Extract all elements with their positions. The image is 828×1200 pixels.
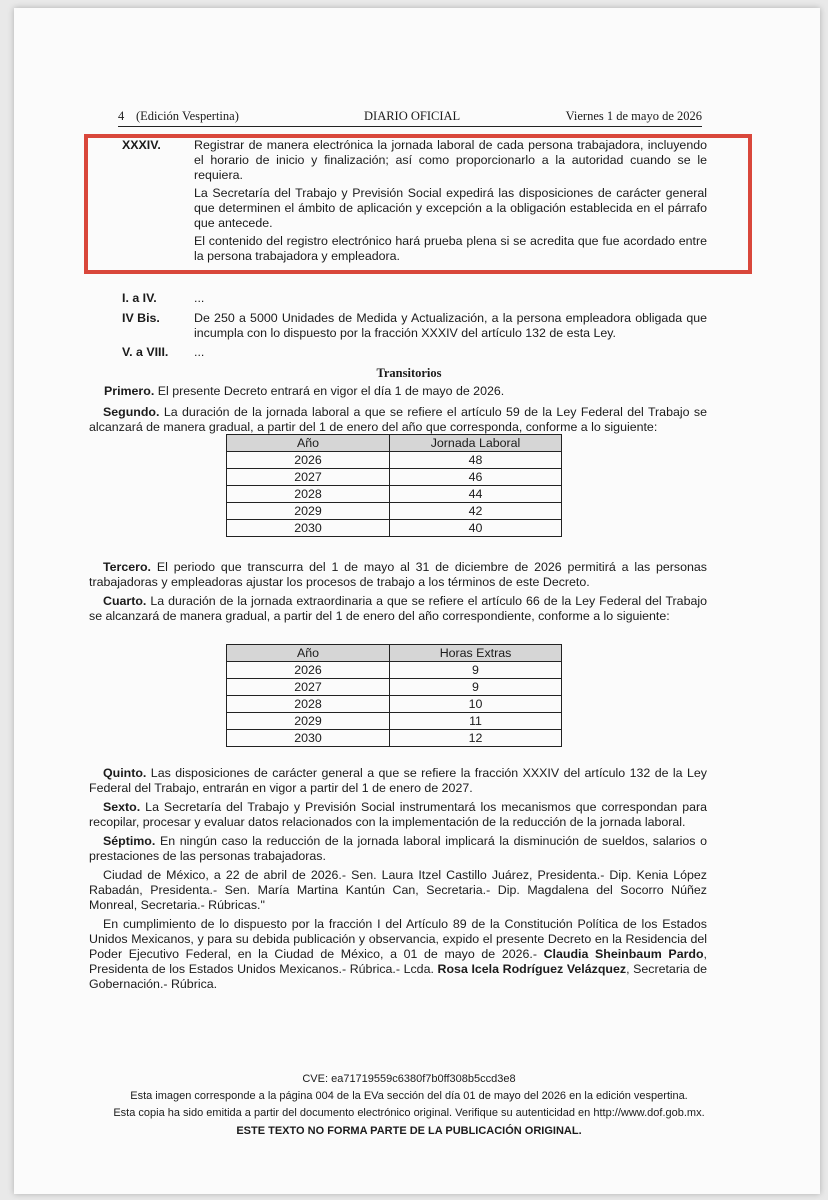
table-cell: 10 [390, 696, 562, 713]
table-row [227, 679, 562, 696]
table-cell: 2028 [227, 696, 390, 713]
fraction-text: ... [194, 291, 205, 305]
transitorio-tercero [89, 560, 707, 590]
president-name: Claudia Sheinbaum Pardo [543, 947, 704, 961]
table-row [227, 520, 562, 537]
transitorio-sexto [89, 800, 707, 830]
column-header: Horas Extras [390, 645, 562, 662]
document-page [14, 8, 820, 1194]
transitorio-quinto [89, 766, 707, 796]
table-cell: 48 [390, 452, 562, 469]
jornada-table [226, 434, 562, 537]
transitorio-label: Segundo. [103, 405, 160, 419]
table-row [227, 486, 562, 503]
fraction-text: De 250 a 5000 Unidades de Medida y Actualización, a la persona empleadora obligada que incumpla con lo dispuesto por la fracción XXXIV del artículo 132 de esta Ley. [194, 311, 707, 340]
order-text: En cumplimiento de lo dispuesto por la fracción I del Artículo 89 de la Constitución Política de los Estados Unidos Mexicanos, y para su debida publicación y observancia, expido el presente Decreto en la Residencia del Poder Ejecutivo Federal, en la Ciudad de México, a 01 de mayo de 2026.- [89, 917, 707, 961]
table-cell: 2029 [227, 503, 390, 520]
table-cell: 9 [390, 662, 562, 679]
table-header-row [227, 435, 562, 452]
fraction-label: V. a VIII. [122, 345, 169, 359]
table-cell: 2027 [227, 679, 390, 696]
transitorio-label: Sexto. [103, 800, 141, 814]
footer-cve: CVE: ea71719559c6380f7b0ff308b5ccd3e8 [302, 1073, 516, 1085]
publication-date: Viernes 1 de mayo de 2026 [565, 109, 702, 123]
fraction-xxxiv-paragraph-2: La Secretaría del Trabajo y Previsión Social expedirá las disposiciones de carácter general que determinen el ámbito de aplicación y excepción a la obligación establecida en el párrafo que antecede. [194, 186, 707, 230]
transitorio-text: La Secretaría del Trabajo y Previsión Social instrumentará los mecanismos que correspondan para recopilar, procesar y evaluar datos relacionados con la implementación de la reducción de la jornada laboral. [89, 800, 707, 829]
transitorio-text: En ningún caso la reducción de la jornada laboral implicará la disminución de sueldos, salarios o prestaciones de las personas trabajadoras. [89, 834, 707, 863]
edition-label: (Edición Vespertina) [136, 109, 239, 123]
table-cell: 44 [390, 486, 562, 503]
table-cell: 2030 [227, 730, 390, 747]
transitorio-text: La duración de la jornada extraordinaria a que se refiere el artículo 66 de la Ley Federal del Trabajo se alcanzará de manera gradual, a partir del 1 de enero del año correspondiente, conforme a lo siguiente: [89, 594, 707, 623]
secretary-name: Rosa Icela Rodríguez Velázquez [437, 962, 627, 976]
transitorio-label: Tercero. [103, 560, 151, 574]
fraction-label: I. a IV. [122, 291, 157, 305]
table-cell: 46 [390, 469, 562, 486]
table-header-row [227, 645, 562, 662]
table-row [227, 503, 562, 520]
table-cell: 2026 [227, 662, 390, 679]
transitorio-label: Séptimo. [103, 834, 156, 848]
transitorio-septimo [89, 834, 707, 864]
footer-disclaimer: ESTE TEXTO NO FORMA PARTE DE LA PUBLICACIÓN ORIGINAL. [236, 1125, 582, 1137]
transitorio-segundo [89, 405, 707, 435]
table-row [227, 730, 562, 747]
column-header: Año [227, 645, 390, 662]
table-cell: 2029 [227, 713, 390, 730]
table-row [227, 713, 562, 730]
transitorio-label: Primero. [104, 384, 155, 398]
footer-line-2: Esta copia ha sido emitida a partir del documento electrónico original. Verifique su autenticidad en http://www.dof.gob.mx. [113, 1107, 705, 1119]
page-number: 4 [118, 109, 125, 123]
table-cell: 2028 [227, 486, 390, 503]
table-row [227, 696, 562, 713]
table-cell: 2030 [227, 520, 390, 537]
column-header: Año [227, 435, 390, 452]
page-header [118, 108, 702, 127]
signature-paragraph: Ciudad de México, a 22 de abril de 2026.- Sen. Laura Itzel Castillo Juárez, Presidenta.- Dip. Kenia López Rabadán, Presidenta.- Sen. María Martina Kantún Can, Secretaria.- Dip. Magdalena del Socorro Núñez Monreal, Secretaria.- Rúbricas." [89, 868, 707, 912]
horas-extras-table [226, 644, 562, 747]
fraction-label-xxxiv: XXXIV. [122, 138, 161, 152]
transitorio-label: Quinto. [103, 766, 147, 780]
table-cell: 12 [390, 730, 562, 747]
transitorios-heading: Transitorios [376, 366, 442, 380]
table-row [227, 469, 562, 486]
footer-line-1: Esta imagen corresponde a la página 004 de la EVa sección del día 01 de mayo del 2026 en la edición vespertina. [130, 1090, 688, 1102]
table-cell: 11 [390, 713, 562, 730]
table-cell: 9 [390, 679, 562, 696]
order-text: , Secretaria de Gobernación.- Rúbrica. [89, 962, 707, 991]
transitorio-text: La duración de la jornada laboral a que se refiere el artículo 59 de la Ley Federal del Trabajo se alcanzará de manera gradual, a partir del 1 de enero del año que corresponda, conforme a lo siguiente: [89, 405, 707, 434]
fraction-xxxiv-paragraph-3: El contenido del registro electrónico hará prueba plena si se acredita que fue acordado entre la persona trabajadora y empleadora. [194, 234, 707, 263]
table-row [227, 662, 562, 679]
order-text: , Presidenta de los Estados Unidos Mexicanos.- Rúbrica.- Lcda. [89, 947, 707, 976]
table-cell: 40 [390, 520, 562, 537]
publication-order-paragraph [89, 917, 707, 992]
table-cell: 2027 [227, 469, 390, 486]
transitorio-primero [104, 384, 707, 399]
column-header: Jornada Laboral [390, 435, 562, 452]
publication-title: DIARIO OFICIAL [364, 109, 461, 123]
table-row [227, 452, 562, 469]
fraction-label: IV Bis. [122, 311, 160, 325]
transitorio-text: El periodo que transcurra del 1 de mayo al 31 de diciembre de 2026 permitirá a las personas trabajadoras y empleadoras ajustar los procesos de trabajo a los términos de este Decreto. [89, 560, 707, 589]
transitorio-cuarto [89, 594, 707, 624]
fraction-xxxiv-paragraph-1: Registrar de manera electrónica la jornada laboral de cada persona trabajadora, incluyendo el horario de inicio y finalización; así como proporcionarlo a la autoridad cuando se le requiera. [194, 138, 707, 182]
fraction-text: ... [194, 345, 205, 359]
table-cell: 42 [390, 503, 562, 520]
table-cell: 2026 [227, 452, 390, 469]
transitorio-label: Cuarto. [103, 594, 147, 608]
transitorio-text: Las disposiciones de carácter general a que se refiere la fracción XXXIV del artículo 132 de la Ley Federal del Trabajo, entrarán en vigor a partir del 1 de enero de 2027. [89, 766, 707, 795]
transitorio-text: El presente Decreto entrará en vigor el día 1 de mayo de 2026. [157, 384, 505, 398]
